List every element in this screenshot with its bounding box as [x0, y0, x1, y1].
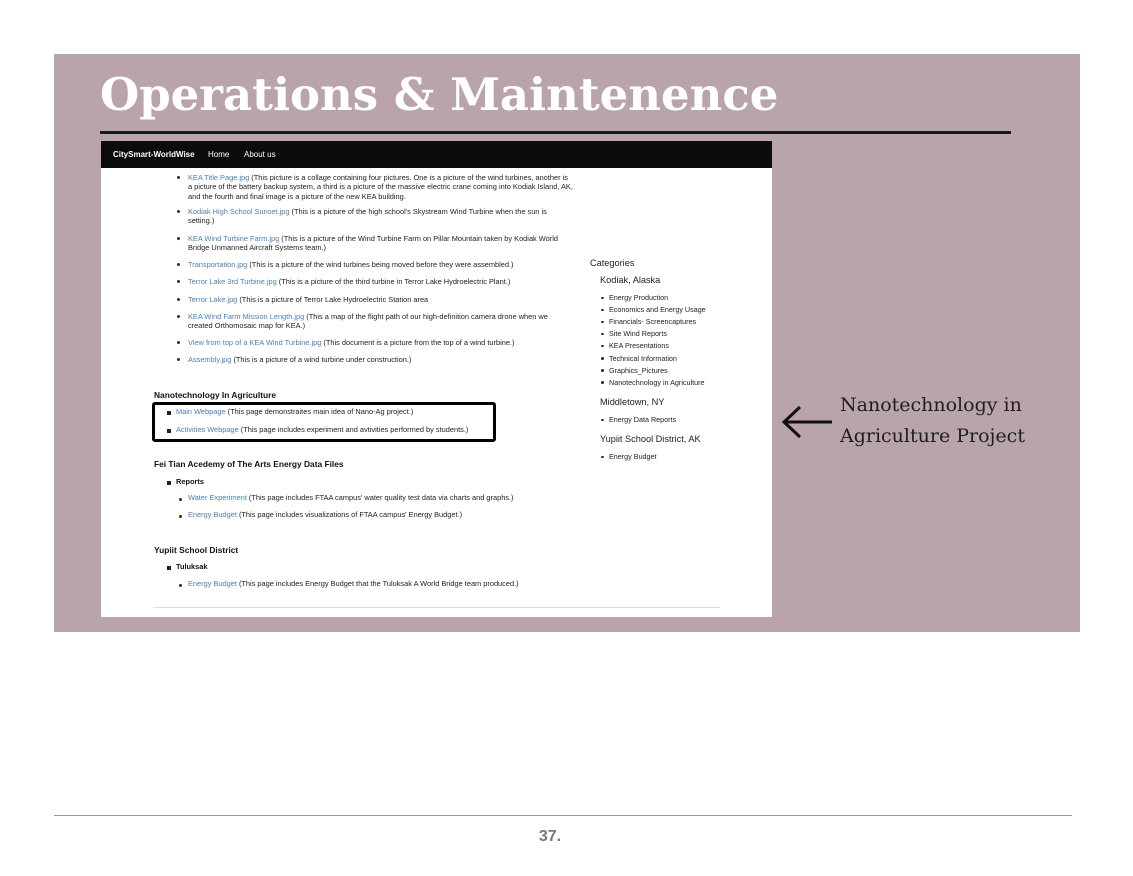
bullet [167, 411, 171, 415]
activities-webpage-link[interactable]: Activities Webpage [176, 425, 239, 434]
item-desc: (This page includes experiment and avtivities performed by students.) [238, 425, 469, 434]
nav-home[interactable]: Home [208, 150, 230, 159]
bullet [601, 381, 604, 384]
energy-budget-link[interactable]: Energy Budget [188, 579, 237, 588]
annotation-line-2: Agriculture Project [840, 425, 1025, 447]
item-desc: (This page includes FTAA campus' water quality test data via charts and graphs.) [246, 493, 514, 502]
energy-budget-link[interactable]: Energy Budget [188, 510, 237, 519]
bullet [167, 481, 171, 485]
bullet [601, 321, 604, 324]
bullet [177, 315, 180, 318]
sidebar-group-heading[interactable]: Middletown, NY [600, 397, 665, 407]
item-desc: (This page includes visualizations of FTAA campus' Energy Budget.) [236, 510, 463, 519]
slide-title: Operations & Maintenence [100, 68, 779, 121]
bullet [177, 263, 180, 266]
item-desc: (This document is a picture from the top of a wind turbine.) [321, 338, 515, 347]
sidebar-title: Categories [590, 258, 635, 268]
item-desc: (This picture is a collage containing four pictures. One is a picture of the wind turbines, another is a picture of the battery backup system, a third is a picture of the massive electric crane coming into Kodiak Island, AK, and the fourth and final image is a picture of the new KEA building. [188, 173, 573, 201]
sidebar-item[interactable]: Site Wind Reports [609, 329, 667, 339]
divider [153, 607, 720, 608]
item-desc: (This is a picture of the high school's Skystream Wind Turbine when the sun is setting.) [188, 207, 547, 226]
sidebar-item[interactable]: Economics and Energy Usage [609, 305, 706, 315]
sidebar-item[interactable]: Graphics_Pictures [609, 365, 668, 375]
bullet [177, 237, 180, 240]
bullet [179, 498, 182, 501]
feitian-heading: Fei Tian Acedemy of The Arts Energy Data Files [154, 459, 344, 469]
list-item [188, 338, 573, 347]
list-item [188, 355, 573, 364]
sidebar-item[interactable]: Nanotechnology in Agriculture [609, 377, 705, 387]
list-item [188, 173, 573, 201]
main-webpage-link[interactable]: Main Webpage [176, 407, 226, 416]
item-desc: (This is a picture of the third turbine in Terror Lake Hydroelectric Plant.) [276, 277, 511, 286]
annotation-line-1: Nanotechnology in [840, 394, 1022, 416]
bullet [177, 176, 180, 179]
bullet [601, 345, 604, 348]
bullet [601, 419, 604, 422]
bullet [177, 210, 180, 213]
bullet [177, 341, 180, 344]
file-link[interactable]: KEA Title Page.jpg [188, 173, 250, 182]
item-desc: (This is a picture of the Wind Turbine Farm on Pillar Mountain taken by Kodiak World Bridge Unmanned Aircraft Systems team.) [188, 234, 558, 253]
sidebar-group-heading[interactable]: Kodiak, Alaska [600, 275, 661, 285]
file-link[interactable]: KEA Wind Farm Mission Length.jpg [188, 312, 305, 321]
list-item [188, 312, 573, 331]
bullet [601, 369, 604, 372]
file-link[interactable]: View from top of a KEA Wind Turbine.jpg [188, 338, 322, 347]
file-link[interactable]: Assembly.jpg [188, 355, 232, 364]
bullet [601, 357, 604, 360]
file-link[interactable]: Transportation.jpg [188, 260, 248, 269]
bullet [179, 584, 182, 587]
file-link[interactable]: Terror Lake 3rd Turbine.jpg [188, 277, 277, 286]
item-desc: (This is a picture of a wind turbine under construction.) [231, 355, 412, 364]
bullet [167, 566, 171, 570]
list-item [188, 260, 573, 269]
file-link[interactable]: KEA Wind Turbine Farm.jpg [188, 234, 280, 243]
sidebar-item[interactable]: Financials- Screencaptures [609, 317, 697, 327]
list-item [176, 407, 506, 416]
sidebar-item[interactable]: Energy Budget [609, 452, 657, 461]
item-desc: (This a map of the flight path of our high-definition camera drone when we created Orthomosaic map for KEA.) [188, 312, 548, 331]
list-item [188, 277, 573, 286]
item-desc: (This page demonstraites main idea of Nano-Ag project.) [225, 407, 414, 416]
nano-heading: Nanotechnology In Agriculture [154, 390, 277, 400]
item-desc: (This page includes Energy Budget that the Tuluksak A World Bridge team produced.) [236, 579, 519, 588]
bullet [601, 333, 604, 336]
bullet [601, 297, 604, 300]
sidebar-group-heading[interactable]: Yupiit School District, AK [600, 434, 701, 444]
water-experiment-link[interactable]: Water Experiment [188, 493, 247, 502]
bullet [601, 309, 604, 312]
nav-about[interactable]: About us [244, 150, 276, 159]
list-item [176, 425, 506, 434]
file-link[interactable]: Kodiak High School Sunset.jpg [188, 207, 290, 216]
bullet [601, 456, 604, 459]
bullet [177, 358, 180, 361]
sidebar-item[interactable]: Energy Production [609, 293, 669, 302]
navbar [101, 141, 772, 168]
list-item [188, 234, 573, 253]
bullet [177, 280, 180, 283]
item-desc: (This is a picture of Terror Lake Hydroelectric Station area [237, 295, 429, 304]
nav-brand[interactable]: CitySmart-WorldWise [113, 150, 195, 159]
list-item [188, 493, 588, 502]
list-item [188, 579, 608, 588]
file-link[interactable]: Terror Lake.jpg [188, 295, 238, 304]
sidebar-item[interactable]: Technical Information [609, 353, 677, 363]
footer-divider [54, 815, 1072, 816]
list-item [188, 510, 588, 519]
title-underline [100, 131, 1011, 134]
reports-label: Reports [176, 477, 204, 486]
website-screenshot [101, 141, 772, 617]
bullet [179, 515, 182, 518]
page-number: 37. [538, 828, 562, 845]
item-desc: (This is a picture of the wind turbines being moved before they were assembled.) [247, 260, 514, 269]
sidebar-item[interactable]: KEA Presentations [609, 341, 669, 351]
bullet [177, 298, 180, 301]
yupiit-heading: Yupiit School District [154, 545, 239, 555]
bullet [167, 429, 171, 433]
list-item [188, 207, 573, 226]
sidebar-item[interactable]: Energy Data Reports [609, 415, 677, 424]
list-item [188, 295, 573, 304]
arrow-left-icon [780, 404, 834, 440]
tuluksak-label: Tuluksak [176, 562, 208, 571]
